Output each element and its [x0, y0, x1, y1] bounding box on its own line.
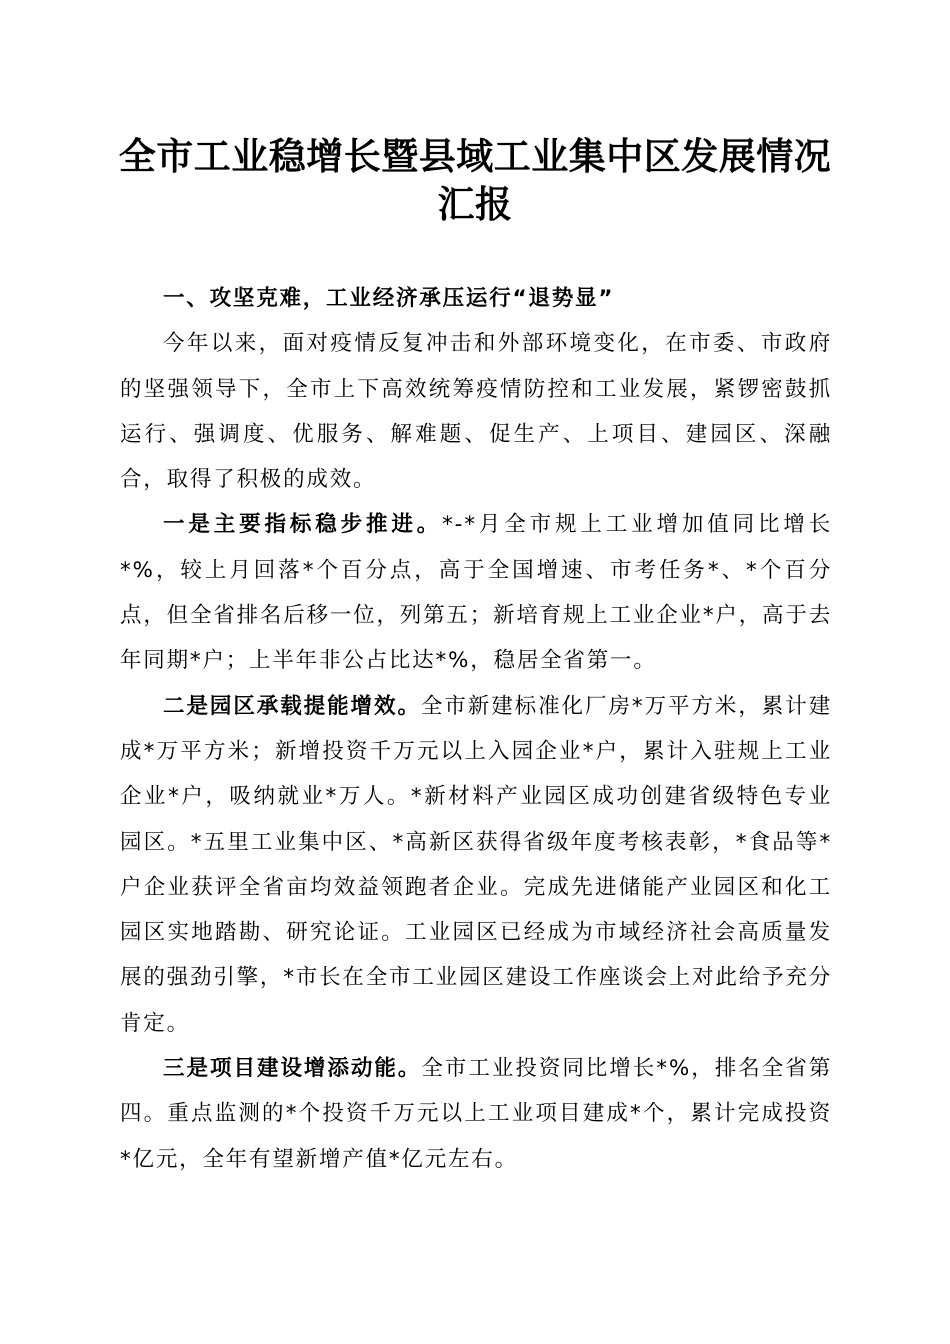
paragraph-projects — [120, 1046, 832, 1182]
paragraph-intro — [120, 321, 832, 502]
paragraph-intro-text: 今年以来，面对疫情反复冲击和外部环境变化，在市委、市政府的坚强领导下，全市上下高效统筹疫情防控和工业发展，紧锣密鼓抓运行、强调度、优服务、解难题、促生产、上项目、建园区、深融合，取得了积极的成效。 — [120, 331, 832, 493]
paragraph-parks-lead: 二是园区承载提能增效。 — [163, 693, 421, 719]
paragraph-parks-text: 全市新建标准化厂房*万平方米，累计建成*万平方米；新增投资千万元以上入园企业*户，累计入驻规上工业企业*户，吸纳就业*万人。*新材料产业园区成功创建省级特色专业园区。*五里工业集中区、*高新区获得省级年度考核表彰，*食品等*户企业获评全省亩均效益领跑者企业。完成先进储能产业园区和化工园区实地踏勘、研究论证。工业园区已经成为市域经济社会高质量发展的强劲引擎，*市长在全市工业园区建设工作座谈会上对此给予充分肯定。 — [120, 693, 832, 1036]
paragraph-indicators-lead: 一是主要指标稳步推进。 — [163, 512, 443, 538]
document-title: 全市工业稳增长暨县域工业集中区发展情况汇报 — [118, 134, 832, 226]
document-body — [120, 276, 832, 1182]
paragraph-indicators — [120, 502, 832, 683]
paragraph-parks — [120, 684, 832, 1046]
paragraph-indicators-text: *-*月全市规上工业增加值同比增长*%，较上月回落*个百分点，高于全国增速、市考任务*、*个百分点，但全省排名后移一位，列第五；新培育规上工业企业*户，高于去年同期*户；上半年非公占比达*%，稳居全省第一。 — [120, 512, 832, 674]
paragraph-projects-lead: 三是项目建设增添动能。 — [163, 1056, 422, 1082]
paragraph-projects-text: 全市工业投资同比增长*%，排名全省第四。重点监测的*个投资千万元以上工业项目建成*个，累计完成投资*亿元，全年有望新增产值*亿元左右。 — [120, 1056, 832, 1172]
section-heading: 一、攻坚克难，工业经济承压运行“退势显” — [163, 286, 615, 311]
